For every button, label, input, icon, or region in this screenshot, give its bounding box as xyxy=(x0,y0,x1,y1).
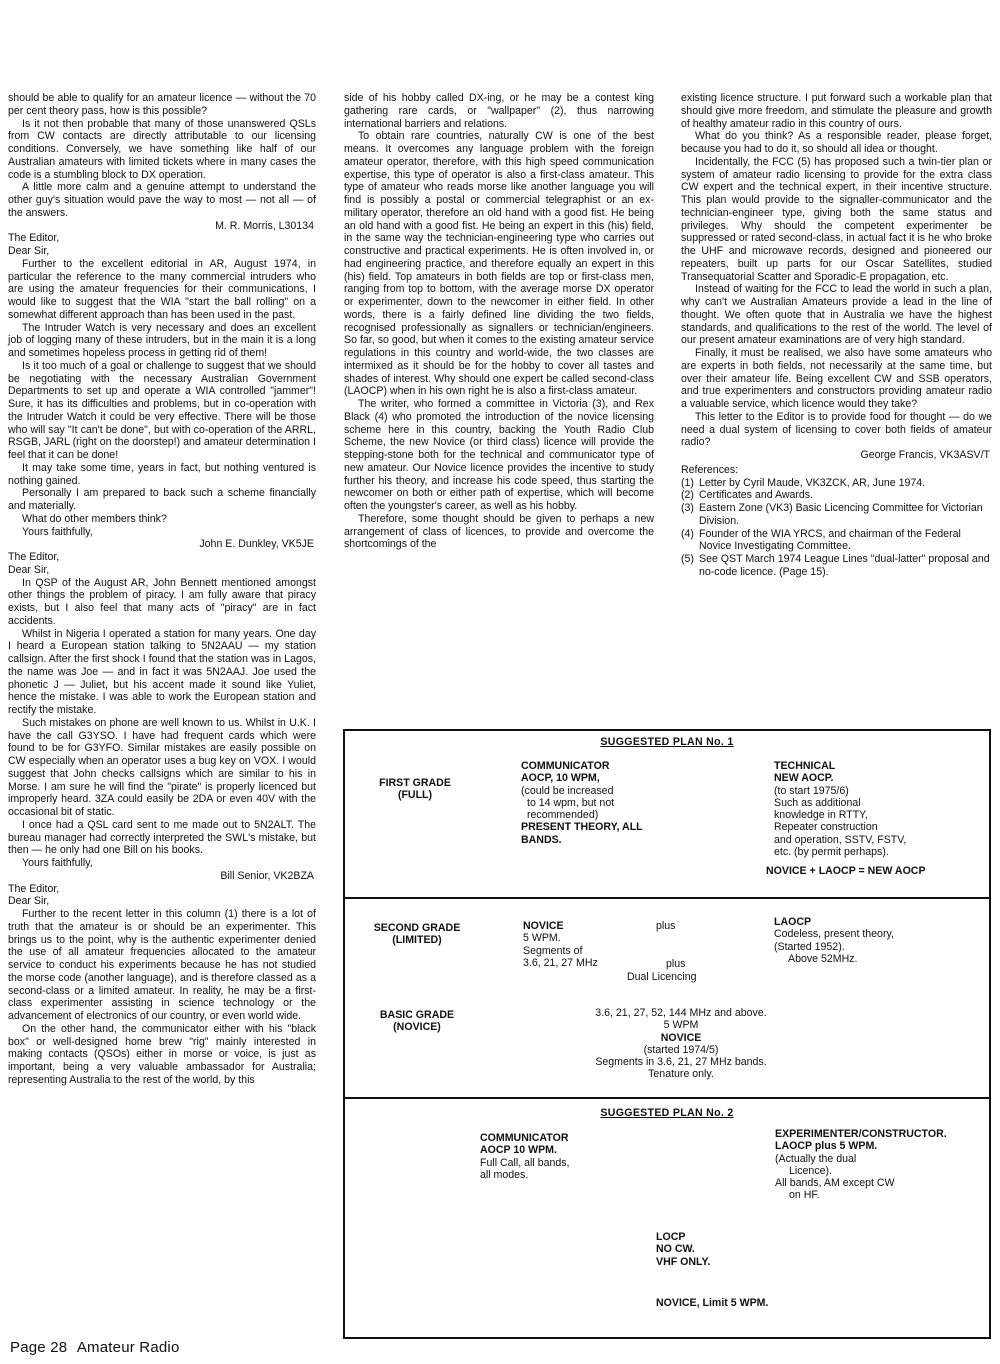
reference-item xyxy=(681,502,992,528)
paragraph: To obtain rare countries, naturally CW is one of the best means. It overcomes any language problem with the foreign amateur operator, therefore, with this high speed communication expertise, this type of operator is also a first-class amateur. This type of amateur who reads morse like another language you will find is possibly a postal or commercial telegraphist or an ex-military operator, therefore an old hand with a good fist. He being an old hand with a good fist. He being an expert in this (his) field, in the same way the technician-engineering type who carries out constructive and practical experiments. He is often involved in, or had engineering practice, and therefore equally an expert in this (his) field. Top amateurs in both fields are top or first-class men, ranging from top to bottom, with the average morse DX operator or experimenter, down to the newcomer in either field. In other words, there is a fairly defined line dividing the two fields, recognised professionally as signallers or technician/engineers. So far, so good, but when it comes to the existing amateur service regulations in this country and world-wide, the two classes are intermixed as it should be for the hobby to cover all tastes and shades of interest. Why should one expert be called second-class (LAOCP) when in his own right he is also a first-class amateur. xyxy=(344,130,654,398)
laocp-block: LAOCP Codeless, present theory, (Started 1952). Above 52MHz. xyxy=(774,916,894,965)
paragraph: Finally, it must be realised, we also have some amateurs who are experts in both fields, not necessarily at the same time, but over their amateur life. Being excellent CW and SSB operators, and true experimenters and constructors providing amateur radio a valuable service, which licence would they take? xyxy=(681,347,992,410)
plus-label: plus xyxy=(666,958,686,970)
technical-block: TECHNICAL NEW AOCP. (to start 1975/6) Such as additional knowledge in RTTY, Repeater construction and operation, SSTV, FSTV, etc. (by permit perhaps). xyxy=(774,760,907,859)
paragraph: Incidentally, the FCC (5) has proposed such a twin-tier plan or system of amateur radio licensing to provide for the extra class CW expert and the technical expert, in their incentive structure. This plan would provide to the signaller-communicator and the technician-engineer type, giving both the same status and privileges. Why should the competent experimenter be suppressed or rated second-class, in actual fact it is he who broke the UHF and microwave records, designed and pioneered our repeaters, built up parts for our Oscar Satellites, studied Transequatorial Scatter and Sporadic-E propagation, etc. xyxy=(681,155,992,283)
paragraph: This letter to the Editor is to provide food for thought — do we need a dual system of licensing to cover both fields of amateur radio? xyxy=(681,410,992,449)
basic-grade-label: BASIC GRADE (NOVICE) xyxy=(379,1009,455,1034)
paragraph: Instead of waiting for the FCC to lead the world in such a plan, why can't we Australian Amateurs provide a lead in the line of thought. We often quote that in Australia we have the highest standards, and qualifications to the rest of the world. The level of our present amateur examinations are of very high standard. xyxy=(681,283,992,347)
references-heading: References: xyxy=(681,463,739,476)
reference-number: (2) xyxy=(681,489,694,502)
new-aocp-equation: NOVICE + LAOCP = NEW AOCP xyxy=(766,865,926,877)
salutation: The Editor, xyxy=(8,882,60,895)
paragraph: The writer, who formed a committee in Victoria (3), and Rex Black (4) who promoted the introduction of the novice licensing scheme here in this country, backing the Youth Radio Club Scheme, the new Novice (or third class) licence will provide the stepping-stone both for the technical and communicator type of new amateur. Our Novice licence provides the incentive to study further his theory, and increase his code speed, thus starting the newcomer on both or either path of expertise, which will become often the youngster's career, as well as his hobby. xyxy=(344,398,654,512)
salutation: The Editor, xyxy=(8,551,60,563)
paragraph: Whilst in Nigeria I operated a station for many years. One day I heard a European station talking to 5N2AAU — my station callsign. After the first shock I found that the station was in Lagos, the name was Joe — and in fact it was 5N2AAJ. Joe used the phonetic J — Juliet, but his accent made it sound like Yuliet, hence the mistake. I was able to work the European station and rectify the mistake. xyxy=(8,627,316,716)
reference-number: (4) xyxy=(681,527,694,540)
reference-item xyxy=(681,489,992,502)
paragraph: Personally I am prepared to back such a scheme financially and materially. xyxy=(8,487,316,512)
references-list xyxy=(681,477,992,579)
paragraph: Further to the excellent editorial in AR, August 1974, in particular the reference to the many commercial intruders who are using the amateur frequencies for their communications, I would like to suggest that the WIA "start the ball rolling" on a somewhat different approach than has been used in the past. xyxy=(8,257,316,321)
closing: Yours faithfully, xyxy=(22,857,93,869)
novice-block: NOVICE 5 WPM. Segments of 3.6, 21, 27 MHz xyxy=(523,920,598,969)
paragraph: should be able to qualify for an amateur licence — without the 70 per cent theory pass, how is this possible? xyxy=(8,92,316,117)
communicator-block: COMMUNICATOR AOCP, 10 WPM, (could be increased to 14 wpm, but not recommended) PRESENT THEORY, ALL BANDS. xyxy=(521,760,643,846)
column-1 xyxy=(8,92,316,1087)
page-number: Page 28 xyxy=(10,1339,68,1356)
paragraph: What do other members think? xyxy=(22,512,167,525)
signature: Bill Senior, VK2BZA xyxy=(220,869,314,882)
reference-item xyxy=(681,553,992,579)
basic-block: 3.6, 21, 27, 52, 144 MHz and above. 5 WPM NOVICE (started 1974/5) Segments in 3.6, 21, 27 MHz bands. Tenature only. xyxy=(595,1007,767,1081)
reference-item xyxy=(681,528,992,554)
reference-text: Founder of the WIA YRCS, and chairman of the Federal Novice Investigating Committee. xyxy=(699,527,961,553)
divider xyxy=(345,897,989,899)
paragraph: Is it not then probable that many of those unanswered QSLs from CW contacts are directly attributable to our licensing conditions. Conversely, we have something like half of our Australian amateurs with limited tickets where in many cases the code is a stumbling block to DX operation. xyxy=(8,117,316,181)
salutation: Dear Sir, xyxy=(8,563,50,576)
salutation: The Editor, xyxy=(8,232,60,245)
salutation: Dear Sir, xyxy=(8,895,50,908)
reference-number: (1) xyxy=(681,476,694,489)
plan2-communicator-block: COMMUNICATOR AOCP 10 WPM. Full Call, all bands, all modes. xyxy=(480,1132,570,1181)
paragraph: In QSP of the August AR, John Bennett mentioned amongst other things the problem of piracy. I am fully aware that piracy exists, but I also feel that many acts of "piracy" are in fact accidents. xyxy=(8,576,316,627)
signature: John E. Dunkley, VK5JE xyxy=(199,538,314,551)
signature: M. R. Morris, L30134 xyxy=(215,219,314,232)
paragraph: The Intruder Watch is very necessary and does an excellent job of logging many of these intruders, but in the main it is a long and sometimes hopeless process in getting rid of them! xyxy=(8,321,316,359)
paragraph: existing licence structure. I put forward such a workable plan that should give more freedom, and stimulate the pleasure and growth of healthy amateur radio in this country of ours. xyxy=(681,92,992,130)
column-3 xyxy=(681,92,992,579)
reference-number: (3) xyxy=(681,502,694,514)
salutation: Dear Sir, xyxy=(8,245,50,257)
plan2-title: SUGGESTED PLAN No. 2 xyxy=(600,1107,734,1119)
paragraph: Therefore, some thought should be given to perhaps a new arrangement of class of licences, to provide and overcome the shortcomings of the xyxy=(344,512,654,551)
reference-number: (5) xyxy=(681,553,694,565)
paragraph: Such mistakes on phone are well known to us. Whilst in U.K. I have the call G3YSO. I have had frequent cards which were found to be for G3YFO. Similar mistakes are easily possible on CW especially when an operator uses a bug key on VOX. I would suggest that John checks callsigns which are similar to his in Morse. I am sure he will find the "pirate" is properly licenced but improperly heard. 3ZA could easily be 2DA or even 40V with the occasional bit of static. xyxy=(8,716,316,818)
reference-item xyxy=(681,477,992,490)
reference-text: Letter by Cyril Maude, VK3ZCK, AR, June 1974. xyxy=(699,476,926,489)
plans-box xyxy=(343,729,991,1339)
paragraph: A little more calm and a genuine attempt to understand the other guy's situation would pave the way to most — not all — of the answers. xyxy=(8,181,316,219)
paragraph: Further to the recent letter in this column (1) there is a lot of truth that the amateur is or should be an experimenter. This brings us to the point, why is the authentic experimenter denied the use of all amateur frequencies allocated to the amateur service to conduct his experiments because he has not studied the morse code (another language), and is therefore classed as a second-class or a limited amateur. In reality, he may be a first-class experimenter assisting in science technology or the advancement of electronics of our country, or even world wide. xyxy=(8,908,316,1022)
reference-text: Eastern Zone (VK3) Basic Licencing Committee for Victorian Division. xyxy=(699,502,983,527)
signature: George Francis, VK3ASV/T xyxy=(860,449,990,461)
experimenter-block: EXPERIMENTER/CONSTRUCTOR. LAOCP plus 5 WPM. (Actually the dual Licence). All bands, AM except CW on HF. xyxy=(775,1128,947,1202)
reference-text: See QST March 1974 League Lines "dual-latter" proposal and no-code licence. (Page 15). xyxy=(699,553,990,578)
second-grade-label: SECOND GRADE (LIMITED) xyxy=(373,922,461,947)
magazine-name: Amateur Radio xyxy=(76,1339,180,1356)
reference-text: Certificates and Awards. xyxy=(699,489,814,502)
plan1-title: SUGGESTED PLAN No. 1 xyxy=(600,736,734,748)
page-footer xyxy=(10,1339,186,1356)
plus-label: plus xyxy=(656,920,676,932)
paragraph: Is it too much of a goal or challenge to suggest that we should be negotiating with the necessary Australian Government Departments to set up and operate a WIA controlled "jammer"! Sure, it has its difficulties and problems, but in co-operation with the Intruder Watch it could be very effective. There will be those who will say "It can't be done", but with co-operation of the ARRL, RSGB, JARL (right on the doorstep!) and amateur determination I feel that it can be done! xyxy=(8,359,316,461)
locp-block: LOCP NO CW. VHF ONLY. xyxy=(656,1231,711,1268)
paragraph: side of his hobby called DX-ing, or he may be a contest king gathering rare cards, or "wallpaper" (2), thus narrowing international barriers and relations. xyxy=(344,92,654,130)
first-grade-label: FIRST GRADE (FULL) xyxy=(379,777,451,802)
paragraph: I once had a QSL card sent to me made out to 5N2ALT. The bureau manager had correctly interpreted the SWL's mistake, but then — he only had one Bill on his books. xyxy=(8,818,316,857)
dual-licencing-label: Dual Licencing xyxy=(627,971,697,983)
divider xyxy=(345,1097,989,1099)
paragraph: It may take some time, years in fact, but nothing ventured is nothing gained. xyxy=(8,461,316,487)
closing: Yours faithfully, xyxy=(22,525,93,538)
paragraph: What do you think? As a responsible reader, please forget, because you had to do it, so should all idea or thought. xyxy=(681,130,992,155)
column-2 xyxy=(344,92,654,551)
paragraph: On the other hand, the communicator either with his "black box" or well-designed home brew "rig" mainly interested in making contacts (QSOs) either in morse or voice, is just as important, being a very valuable ambassador for Australia; representing Australia to the rest of the world, by this xyxy=(8,1022,316,1086)
plan2-novice: NOVICE, Limit 5 WPM. xyxy=(656,1297,769,1309)
